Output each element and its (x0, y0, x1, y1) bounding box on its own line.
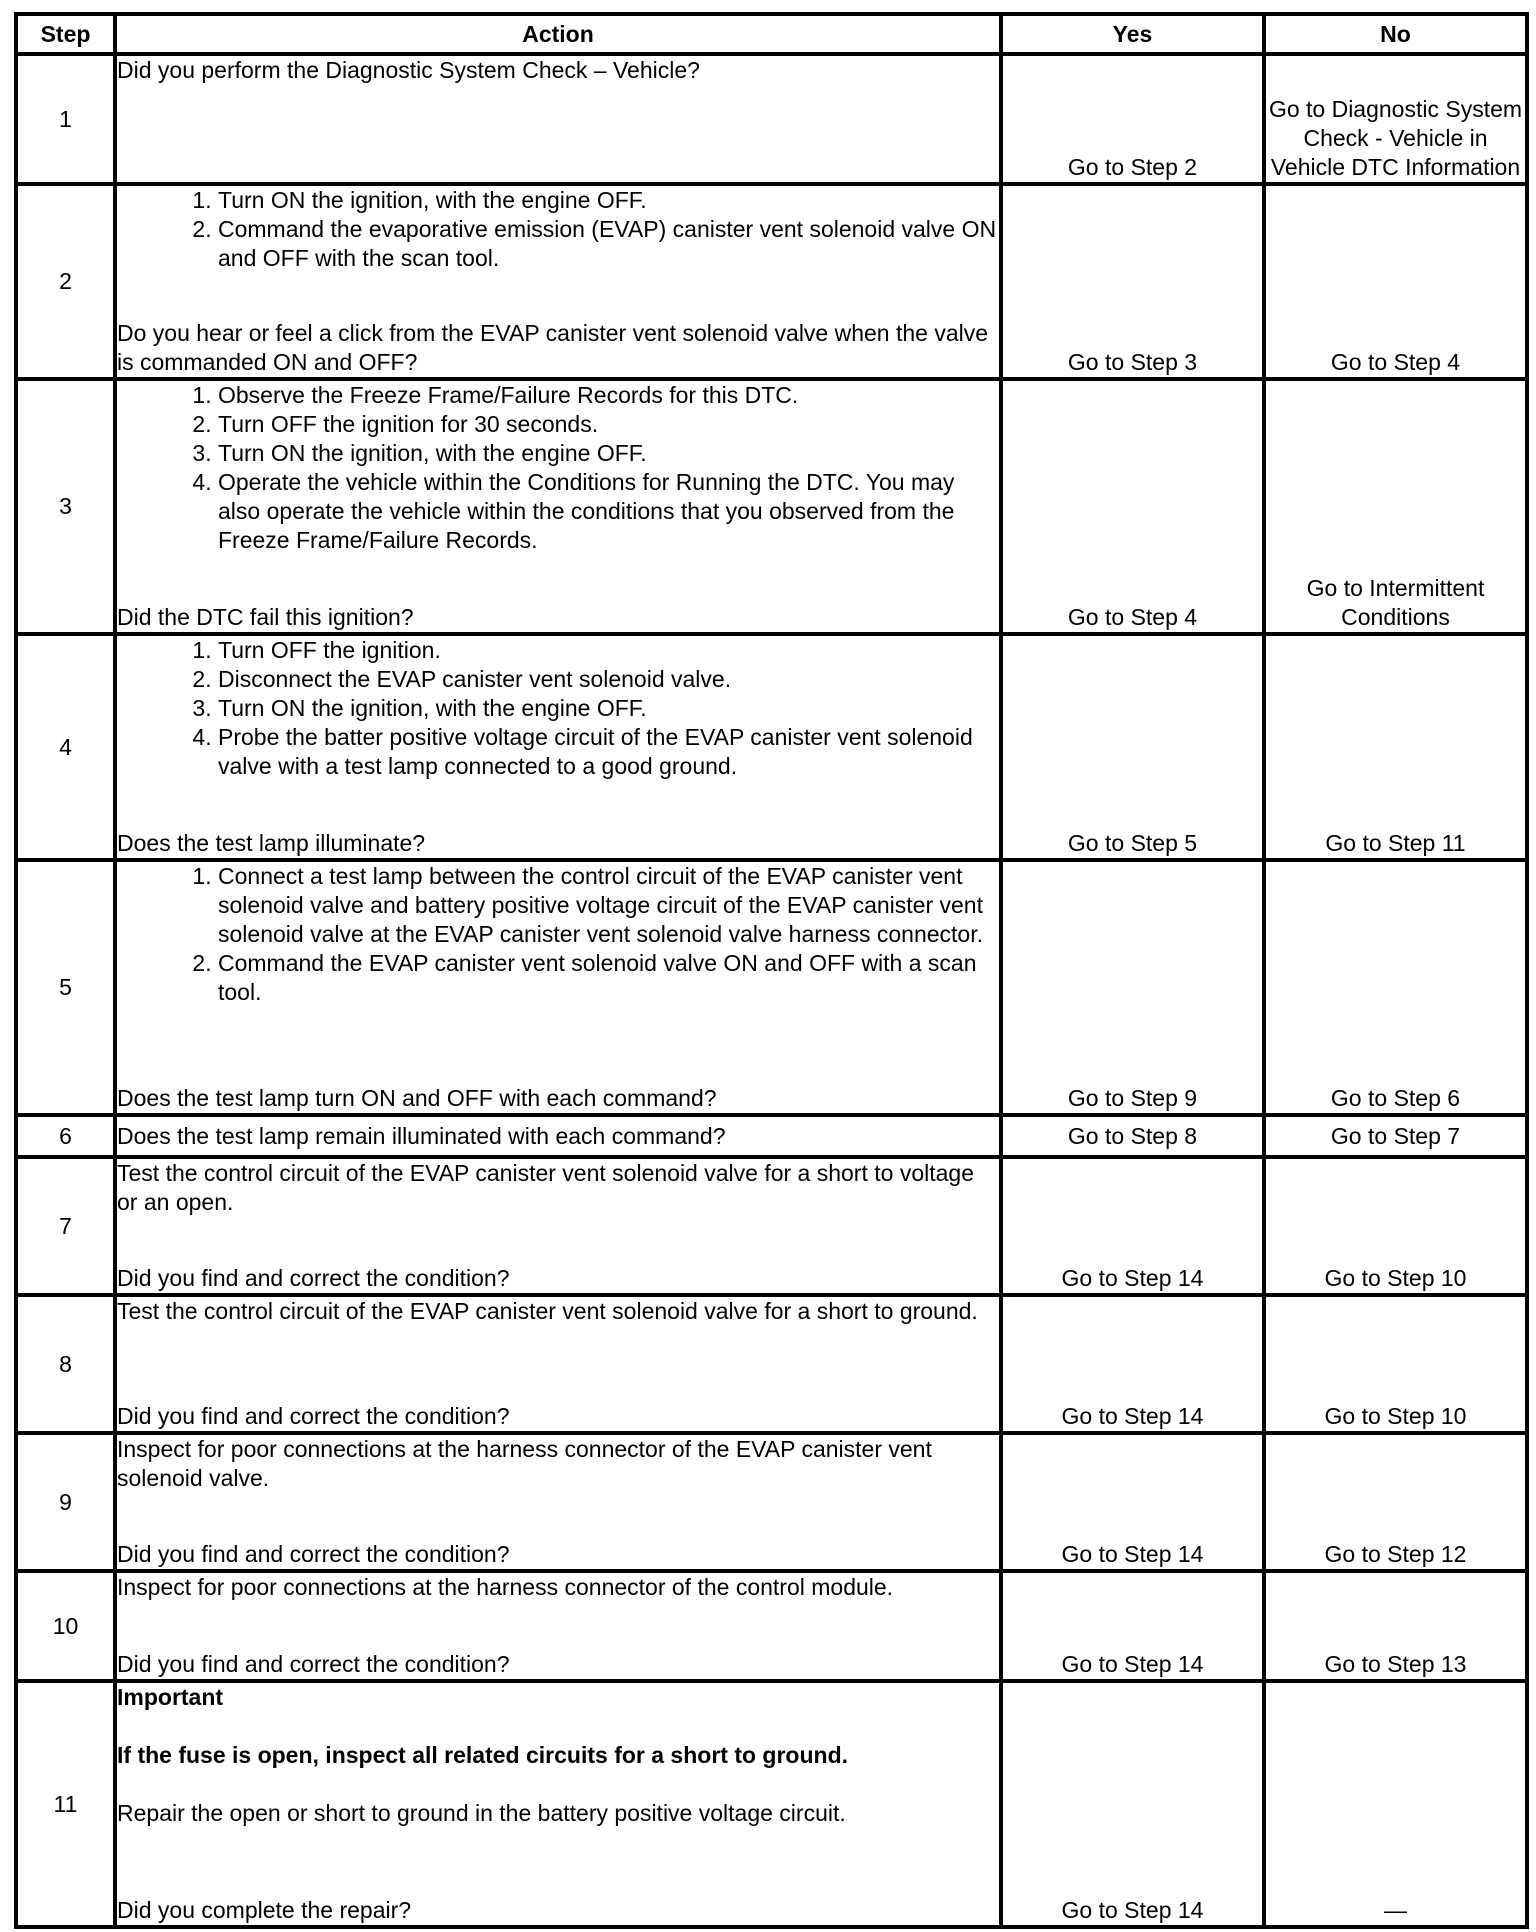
table-row (16, 184, 1527, 379)
no-cell: Go to Step 13 (1264, 1571, 1527, 1681)
no-cell: Go to Step 6 (1264, 860, 1527, 1115)
table-row (16, 54, 1527, 184)
action-intro: Repair the open or short to ground in the battery positive voltage circuit. (117, 1800, 846, 1826)
action-question: Does the test lamp illuminate? (117, 830, 426, 856)
action-step-item: 2. Turn OFF the ignition for 30 seconds. (218, 410, 999, 439)
header-row (16, 14, 1527, 54)
step-number: 1 (16, 54, 115, 184)
yes-cell: Go to Step 2 (1001, 54, 1264, 184)
action-step-item: 1. Observe the Freeze Frame/Failure Records for this DTC. (218, 381, 999, 410)
action-intro: Inspect for poor connections at the harness connector of the EVAP canister vent solenoid valve. (117, 1436, 932, 1491)
action-cell (115, 1115, 1001, 1157)
action-steps (117, 186, 999, 273)
yes-cell: Go to Step 4 (1001, 379, 1264, 634)
header-no: No (1264, 14, 1527, 54)
no-cell: Go to Intermittent Conditions (1264, 379, 1527, 634)
action-question: Did you perform the Diagnostic System Check – Vehicle? (117, 57, 700, 83)
table-row (16, 379, 1527, 634)
action-question: Did the DTC fail this ignition? (117, 604, 414, 630)
yes-cell: Go to Step 14 (1001, 1681, 1264, 1927)
no-cell: Go to Step 10 (1264, 1295, 1527, 1433)
action-step-item: 1. Turn ON the ignition, with the engine OFF. (218, 186, 999, 215)
action-intro: Test the control circuit of the EVAP canister vent solenoid valve for a short to ground. (117, 1298, 978, 1324)
step-number: 8 (16, 1295, 115, 1433)
table-row (16, 1295, 1527, 1433)
table-row (16, 860, 1527, 1115)
table-row (16, 1571, 1527, 1681)
step-number: 6 (16, 1115, 115, 1157)
no-cell: Go to Step 10 (1264, 1157, 1527, 1295)
action-cell (115, 54, 1001, 184)
action-steps (117, 862, 999, 1007)
action-steps (117, 636, 999, 781)
step-number: 2 (16, 184, 115, 379)
action-intro: Inspect for poor connections at the harness connector of the control module. (117, 1574, 894, 1600)
step-number: 3 (16, 379, 115, 634)
step-number: 7 (16, 1157, 115, 1295)
action-question: Did you find and correct the condition? (117, 1403, 510, 1429)
action-cell (115, 184, 1001, 379)
header-step: Step (16, 14, 115, 54)
action-step-item: 1. Connect a test lamp between the control circuit of the EVAP canister vent solenoid valve and battery positive voltage circuit of the EVAP canister vent solenoid valve at the EVAP canister vent solenoid valve harness connector. (218, 862, 999, 949)
header-action: Action (115, 14, 1001, 54)
no-cell: Go to Step 7 (1264, 1115, 1527, 1157)
no-cell: Go to Diagnostic System Check - Vehicle in Vehicle DTC Information (1264, 54, 1527, 184)
action-step-item: 3. Turn ON the ignition, with the engine OFF. (218, 694, 999, 723)
action-cell (115, 1295, 1001, 1433)
yes-cell: Go to Step 3 (1001, 184, 1264, 379)
action-cell (115, 860, 1001, 1115)
action-steps (117, 381, 999, 555)
action-step-item: 2. Command the evaporative emission (EVAP) canister vent solenoid valve ON and OFF with the scan tool. (218, 215, 999, 273)
no-cell: Go to Step 12 (1264, 1433, 1527, 1571)
yes-cell: Go to Step 14 (1001, 1157, 1264, 1295)
yes-cell: Go to Step 14 (1001, 1433, 1264, 1571)
table-row (16, 1115, 1527, 1157)
step-number: 9 (16, 1433, 115, 1571)
no-cell: Go to Step 11 (1264, 634, 1527, 860)
action-step-item: 2. Command the EVAP canister vent solenoid valve ON and OFF with a scan tool. (218, 949, 999, 1007)
action-step-item: 2. Disconnect the EVAP canister vent solenoid valve. (218, 665, 999, 694)
action-cell (115, 1571, 1001, 1681)
no-cell: Go to Step 4 (1264, 184, 1527, 379)
yes-cell: Go to Step 5 (1001, 634, 1264, 860)
action-step-item: 4. Operate the vehicle within the Conditions for Running the DTC. You may also operate the vehicle within the conditions that you observed from the Freeze Frame/Failure Records. (218, 468, 999, 555)
header-yes: Yes (1001, 14, 1264, 54)
action-question: Did you find and correct the condition? (117, 1541, 510, 1567)
table-row (16, 1681, 1527, 1927)
action-step-item: 4. Probe the batter positive voltage circuit of the EVAP canister vent solenoid valve with a test lamp connected to a good ground. (218, 723, 999, 781)
yes-cell: Go to Step 9 (1001, 860, 1264, 1115)
action-step-item: 1. Turn OFF the ignition. (218, 636, 999, 665)
step-number: 5 (16, 860, 115, 1115)
action-question: Did you find and correct the condition? (117, 1651, 510, 1677)
step-number: 4 (16, 634, 115, 860)
action-question: Did you complete the repair? (117, 1897, 412, 1923)
yes-cell: Go to Step 14 (1001, 1571, 1264, 1681)
action-question: Does the test lamp remain illuminated with each command? (117, 1122, 726, 1149)
action-question: Do you hear or feel a click from the EVAP canister vent solenoid valve when the valve is commanded ON and OFF? (117, 320, 989, 375)
action-step-item: 3. Turn ON the ignition, with the engine OFF. (218, 439, 999, 468)
important-label: Important (117, 1684, 224, 1710)
action-intro: Test the control circuit of the EVAP canister vent solenoid valve for a short to voltage or an open. (117, 1160, 974, 1215)
table-row (16, 1433, 1527, 1571)
diagnostic-table (14, 12, 1529, 1929)
important-note: If the fuse is open, inspect all related circuits for a short to ground. (117, 1742, 849, 1768)
action-question: Does the test lamp turn ON and OFF with each command? (117, 1085, 717, 1111)
action-cell (115, 1681, 1001, 1927)
action-cell (115, 634, 1001, 860)
action-question: Did you find and correct the condition? (117, 1265, 510, 1291)
yes-cell: Go to Step 14 (1001, 1295, 1264, 1433)
step-number: 11 (16, 1681, 115, 1927)
action-cell (115, 1433, 1001, 1571)
action-cell (115, 1157, 1001, 1295)
step-number: 10 (16, 1571, 115, 1681)
no-cell: — (1264, 1681, 1527, 1927)
action-cell (115, 379, 1001, 634)
table-row (16, 1157, 1527, 1295)
table-row (16, 634, 1527, 860)
yes-cell: Go to Step 8 (1001, 1115, 1264, 1157)
